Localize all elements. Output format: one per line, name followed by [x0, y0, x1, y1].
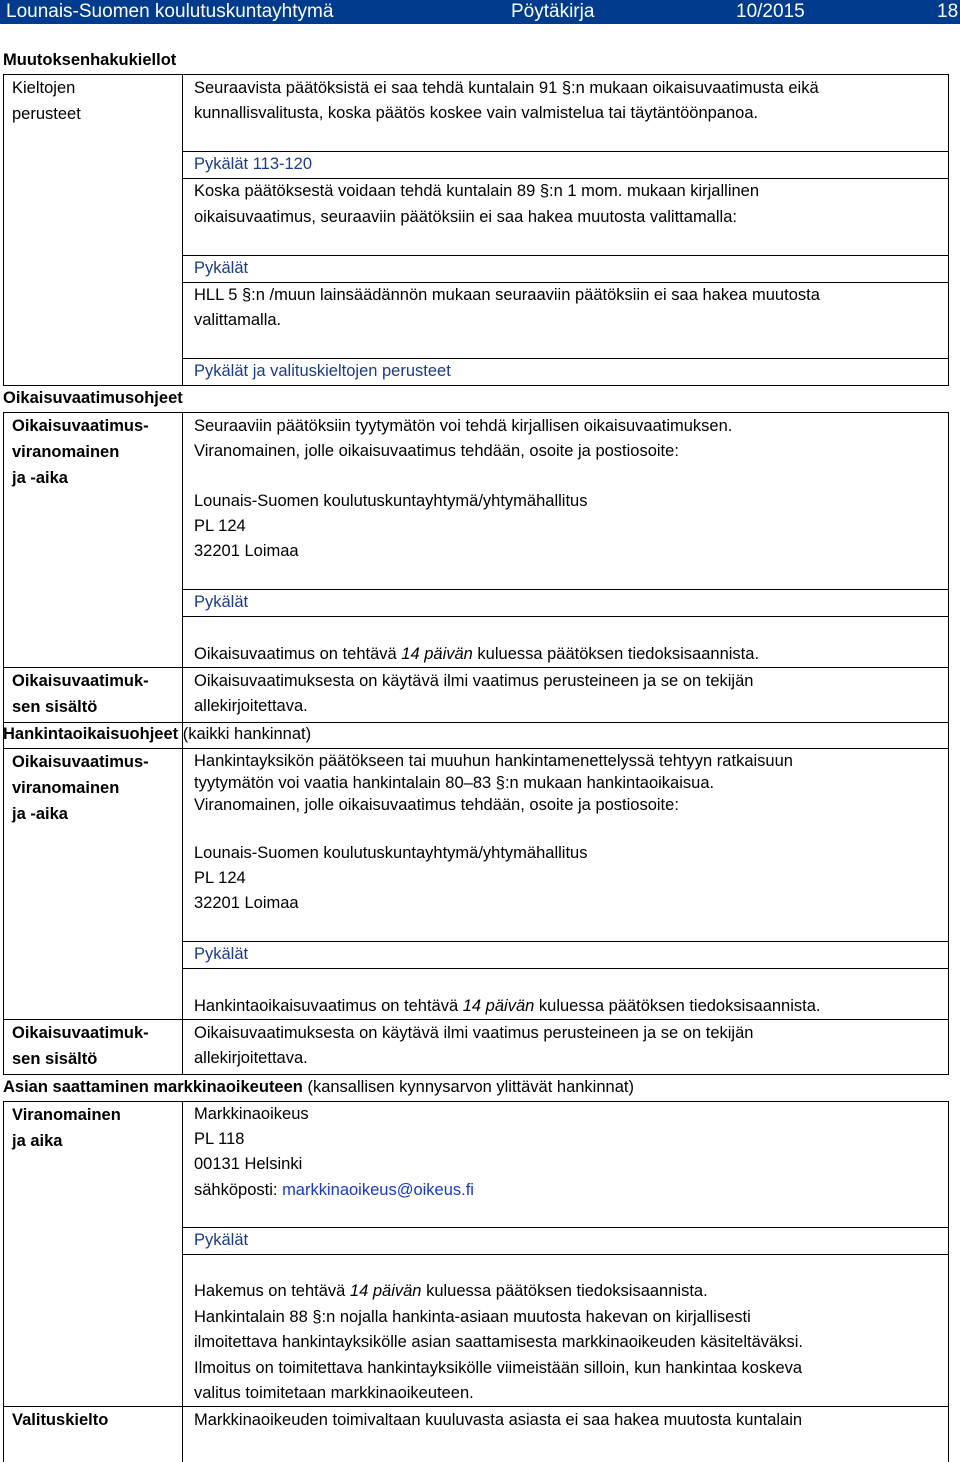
divider	[182, 616, 949, 617]
divider	[948, 748, 949, 1075]
pykalat-label: Pykälät	[194, 593, 249, 611]
divider	[3, 1019, 949, 1020]
s2-text-line: Seuraaviin päätöksiin tyytymätön voi tehdä kirjallisen oikaisuvaatimuksen.	[194, 417, 733, 435]
divider	[3, 1101, 949, 1102]
s1-text-line: HLL 5 §:n /muun lainsäädännön mukaan seuraaviin päätöksiin ei saa hakea muutosta	[194, 286, 820, 304]
divider	[948, 1101, 949, 1462]
section-title-oikaisuvaatimusohjeet: Oikaisuvaatimusohjeet	[3, 389, 183, 407]
deadline-text: Oikaisuvaatimus on tehtävä 14 päivän kuluessa päätöksen tiedoksisaannista.	[194, 645, 760, 663]
pykalat-label: Pykälät 113-120	[194, 155, 313, 173]
s3-text-line: Hankintayksikön päätökseen tai muuhun hankintamenettelyssä tehtyyn ratkaisuun	[194, 752, 793, 770]
divider	[182, 1254, 949, 1255]
divider	[3, 412, 949, 413]
address-line: 32201 Loimaa	[194, 542, 299, 560]
email-line: sähköposti: markkinaoikeus@oikeus.fi	[194, 1181, 474, 1199]
label-oikaisuvaatimuksen: Oikaisuvaatimuk-	[12, 1024, 149, 1042]
header-page-number: 18	[937, 1, 959, 22]
divider	[182, 1101, 183, 1462]
divider	[182, 748, 183, 1075]
divider	[3, 1101, 4, 1462]
address-line: 32201 Loimaa	[194, 894, 299, 912]
label-viranomainen: viranomainen	[12, 443, 120, 461]
address-line: PL 118	[194, 1130, 245, 1148]
s2-text-line: Viranomainen, jolle oikaisuvaatimus tehdään, osoite ja postiosoite:	[194, 442, 679, 460]
divider	[182, 941, 949, 942]
divider	[182, 255, 949, 256]
divider	[182, 968, 949, 969]
section-title-markkinaoikeus: Asian saattaminen markkinaoikeuteen (kansallisen kynnysarvon ylittävät hankinnat)	[3, 1078, 634, 1096]
email-link[interactable]: markkinaoikeus@oikeus.fi	[282, 1181, 474, 1199]
label-oikaisuvaatimuksen: Oikaisuvaatimuk-	[12, 672, 149, 690]
label-sisalto: sen sisältö	[12, 1050, 98, 1068]
address-line: PL 124	[194, 869, 246, 887]
address-line: Lounais-Suomen koulutuskuntayhtymä/yhtymähallitus	[194, 492, 588, 510]
s3-text-line: Oikaisuvaatimuksesta on käytävä ilmi vaatimus perusteineen ja se on tekijän	[194, 1024, 754, 1042]
s4-text-line: Markkinaoikeuden toimivaltaan kuuluvasta asiasta ei saa hakea muutosta kuntalain	[194, 1411, 803, 1429]
s4-text-line: Ilmoitus on toimitettava hankintayksikölle viimeistään silloin, kun hankintaa koskeva	[194, 1359, 803, 1377]
s1-text-line: kunnallisvalitusta, koska päätös koskee vain valmistelua tai täytäntöönpanoa.	[194, 104, 759, 122]
pykalat-label: Pykälät	[194, 259, 249, 277]
divider	[3, 667, 949, 668]
divider	[182, 412, 183, 748]
s1-text-line: Koska päätöksestä voidaan tehdä kuntalain 89 §:n 1 mom. mukaan kirjallinen	[194, 182, 760, 200]
header-issue: 10/2015	[736, 1, 805, 22]
s4-text-line: ilmoitettava hankintayksikölle asian saattamisesta markkinaoikeuden käsiteltäväksi.	[194, 1333, 803, 1351]
divider	[182, 74, 183, 385]
pykalat-label: Pykälät ja valituskieltojen perusteet	[194, 362, 451, 380]
label-perusteet: perusteet	[12, 105, 81, 123]
deadline-text: Hakemus on tehtävä 14 päivän kuluessa päätöksen tiedoksisaannista.	[194, 1282, 708, 1300]
pykalat-label: Pykälät	[194, 945, 249, 963]
s1-text-line: valittamalla.	[194, 311, 282, 329]
label-ja-aika: ja aika	[12, 1132, 63, 1150]
s3-text-line: Viranomainen, jolle oikaisuvaatimus tehdään, osoite ja postiosoite:	[194, 796, 679, 814]
divider	[3, 74, 949, 75]
address-line: Lounais-Suomen koulutuskuntayhtymä/yhtymähallitus	[194, 844, 588, 862]
label-viranomainen: Viranomainen	[12, 1106, 121, 1124]
header-doc-type: Pöytäkirja	[511, 1, 595, 22]
divider	[3, 412, 4, 748]
address-line: Markkinaoikeus	[194, 1105, 309, 1123]
section-title-hankintaoikaisuohjeet: Hankintaoikaisuohjeet (kaikki hankinnat)	[3, 725, 312, 743]
s1-text-line: oikaisuvaatimus, seuraaviin päätöksiin ei saa hakea muutosta valittamalla:	[194, 208, 737, 226]
s2-text-line: allekirjoitettava.	[194, 697, 308, 715]
label-valituskielto: Valituskielto	[12, 1411, 109, 1429]
s3-text-line: tyytymätön voi vaatia hankintalain 80–83 §:n mukaan hankintaoikaisua.	[194, 774, 715, 792]
deadline-text: Hankintaoikaisuvaatimus on tehtävä 14 päivän kuluessa päätöksen tiedoksisaannista.	[194, 997, 821, 1015]
s4-text-line: valitus toimitetaan markkinaoikeuteen.	[194, 1384, 474, 1402]
divider	[3, 1406, 949, 1407]
page-header	[0, 0, 960, 24]
label-oikaisuvaatimus: Oikaisuvaatimus-	[12, 753, 149, 771]
divider	[3, 748, 4, 1075]
s1-text-line: Seuraavista päätöksistä ei saa tehdä kuntalain 91 §:n mukaan oikaisuvaatimusta eikä	[194, 79, 819, 97]
divider	[3, 74, 4, 385]
address-line: PL 124	[194, 517, 246, 535]
pykalat-label: Pykälät	[194, 1231, 249, 1249]
label-viranomainen: viranomainen	[12, 779, 120, 797]
label-kieltojen: Kieltojen	[12, 79, 76, 97]
label-ja-aika: ja -aika	[12, 469, 68, 487]
address-line: 00131 Helsinki	[194, 1155, 303, 1173]
divider	[182, 1227, 949, 1228]
s4-text-line: Hankintalain 88 §:n nojalla hankinta-asiaan muutosta hakevan on kirjallisesti	[194, 1308, 751, 1326]
header-org: Lounais-Suomen koulutuskuntayhtymä	[6, 1, 334, 22]
divider	[182, 589, 949, 590]
s2-text-line: Oikaisuvaatimuksesta on käytävä ilmi vaatimus perusteineen ja se on tekijän	[194, 672, 754, 690]
divider	[948, 74, 949, 385]
label-ja-aika: ja -aika	[12, 805, 68, 823]
s3-text-line: allekirjoitettava.	[194, 1049, 308, 1067]
label-sisalto: sen sisältö	[12, 698, 98, 716]
divider	[948, 412, 949, 748]
section-title-muutoksenhakukiellot: Muutoksenhakukiellot	[3, 51, 177, 69]
label-oikaisuvaatimus: Oikaisuvaatimus-	[12, 417, 149, 435]
